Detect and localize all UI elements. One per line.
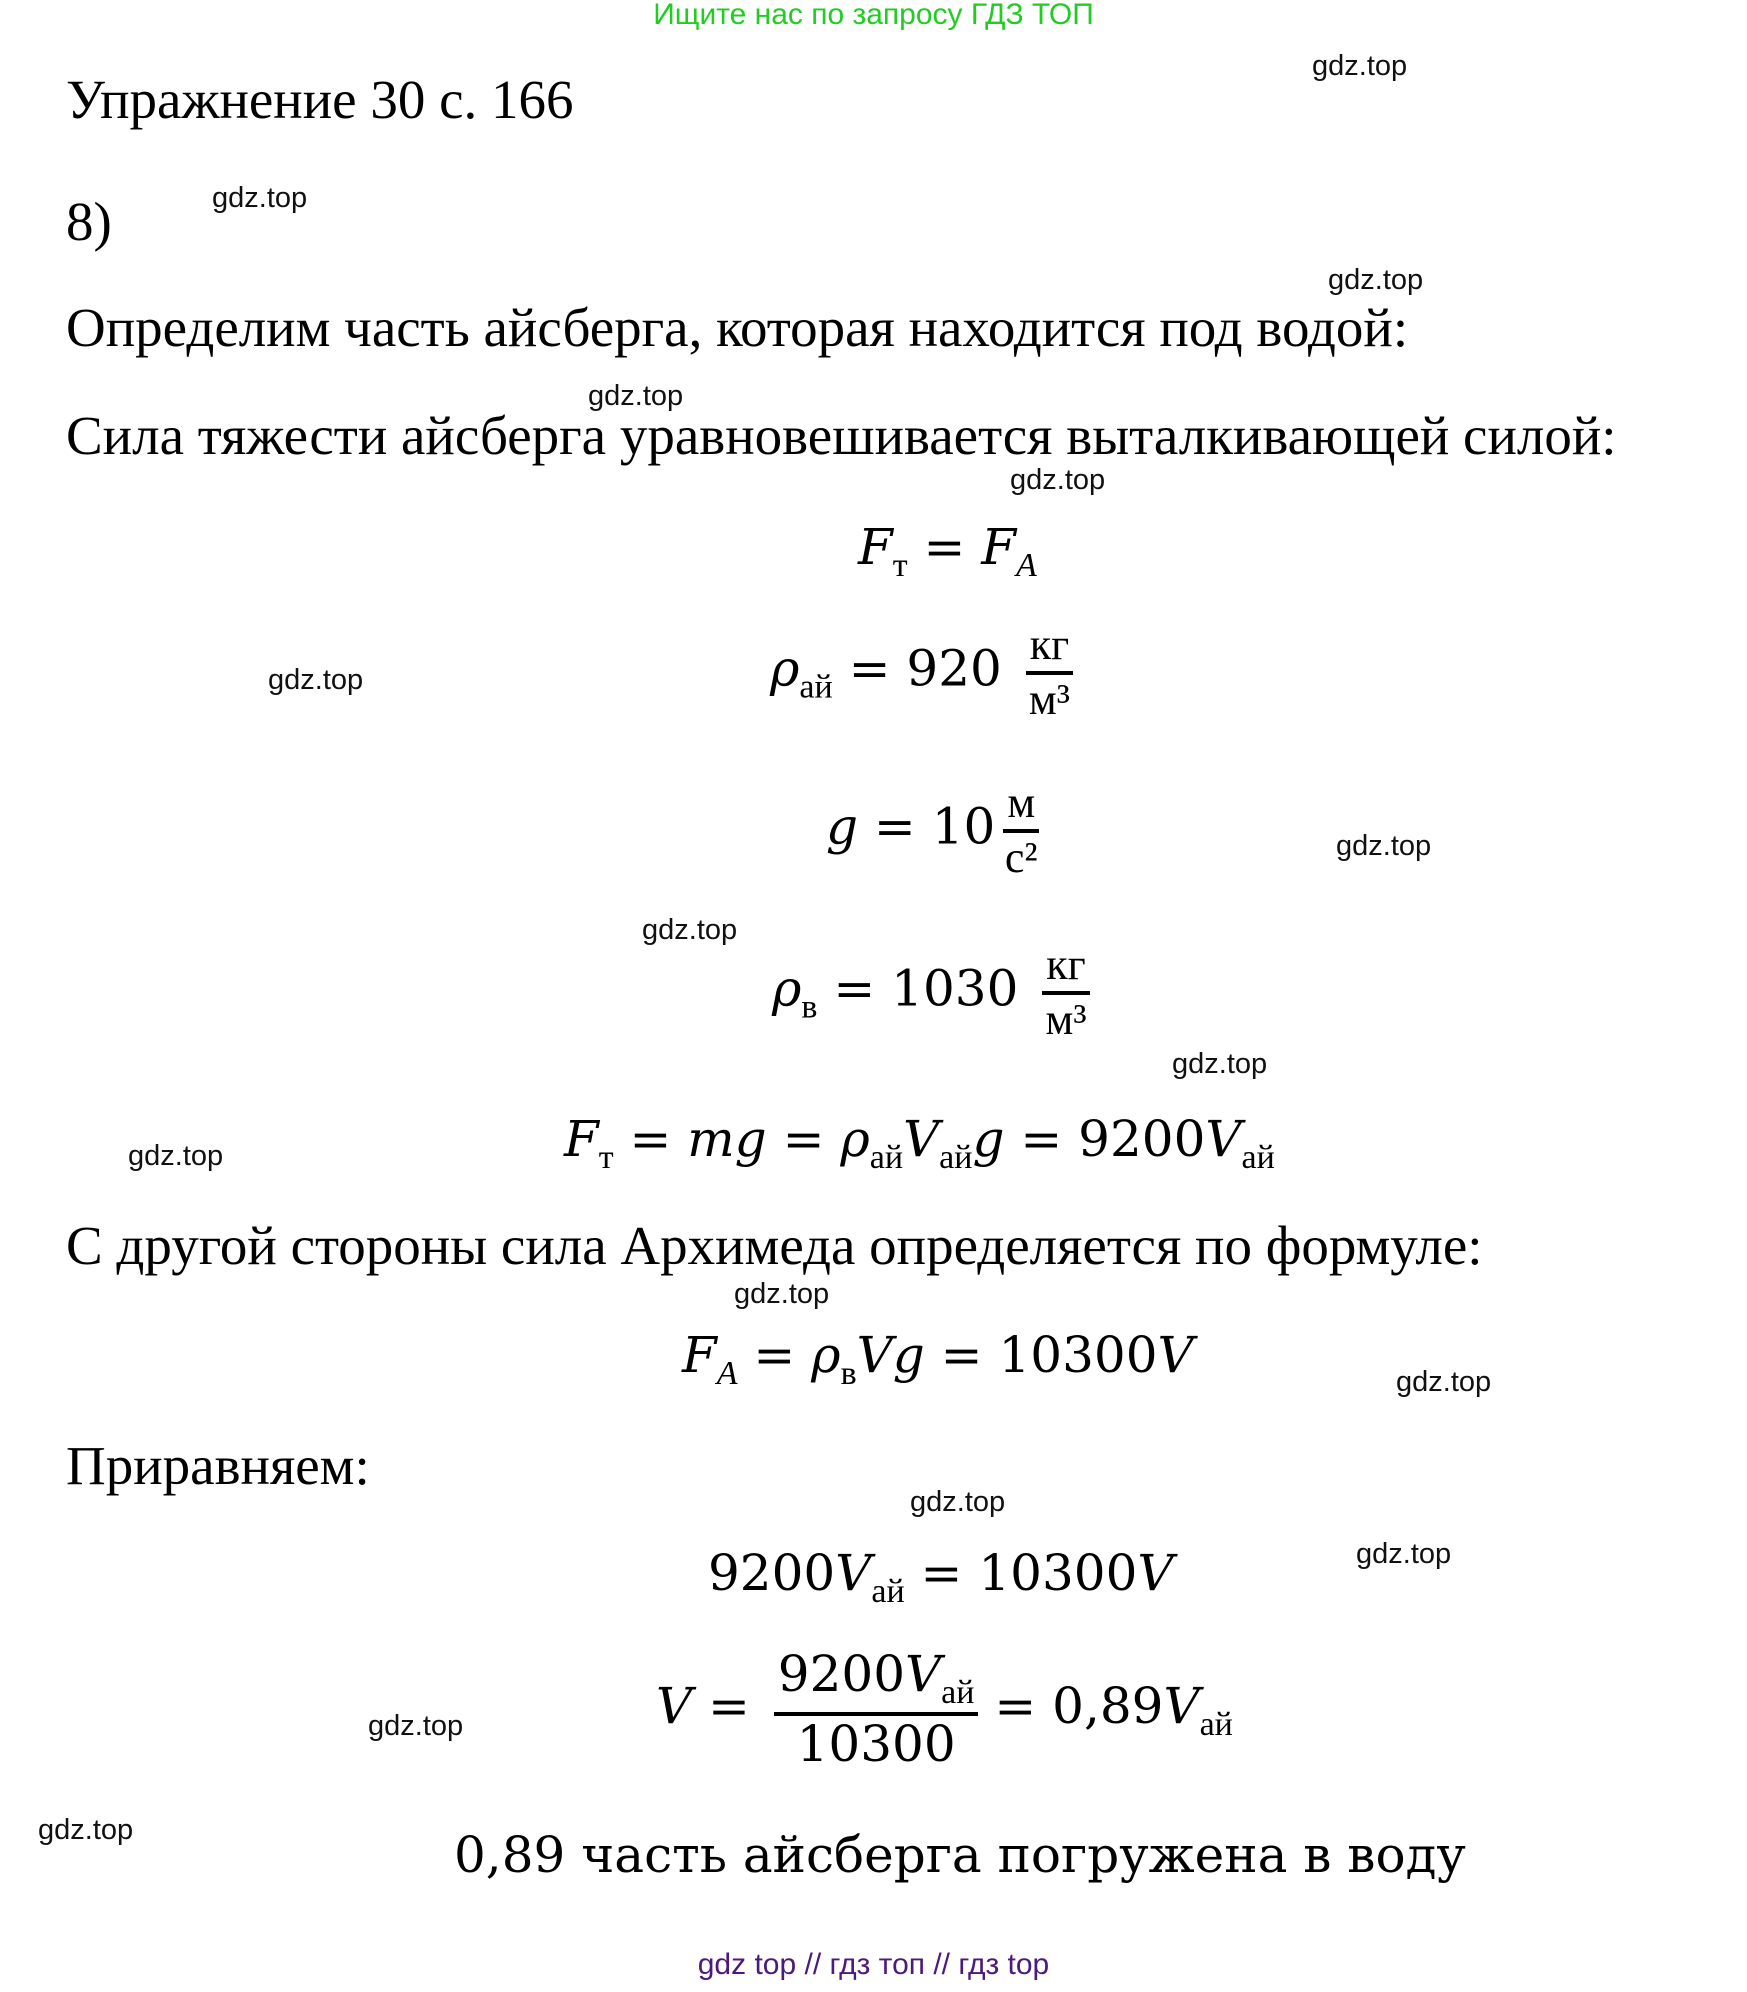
watermark: gdz.top	[1328, 264, 1424, 296]
watermark: gdz.top	[1336, 830, 1432, 862]
exercise-title: Упражнение 30 с. 166	[66, 69, 574, 130]
watermark: gdz.top	[212, 182, 308, 214]
paragraph-3: С другой стороны сила Архимеда определяется по формуле:	[66, 1215, 1483, 1276]
watermark: gdz.top	[368, 1710, 464, 1742]
footer-links[interactable]: gdz top // гдз топ // гдз top	[697, 1948, 1050, 1981]
paragraph-4: Приравняем:	[66, 1435, 370, 1496]
watermark: gdz.top	[128, 1140, 224, 1172]
item-number: 8)	[66, 191, 112, 252]
formula-gravity: $F_т$ = mg = $\rho_{ай}V_{ай}g = 9200V_{ай}$	[564, 1110, 1275, 1176]
formula-solve: V = $\frac{9200V_{ай}}{10300}$ = $0,89V_{ай}$	[656, 1645, 1233, 1774]
conclusion: 0,89 часть айсберга погружена в воду	[454, 1826, 1466, 1884]
search-banner[interactable]: Ищите нас по запросу ГДЗ ТОП	[653, 0, 1094, 31]
watermark: gdz.top	[1356, 1538, 1452, 1570]
watermark: gdz.top	[910, 1486, 1006, 1518]
formula-g: g = 10 $\frac{м}{\text{с²}}$	[826, 778, 1038, 882]
watermark: gdz.top	[38, 1814, 134, 1846]
watermark: gdz.top	[734, 1278, 830, 1310]
paragraph-2: Сила тяжести айсберга уравновешивается выталкивающей силой:	[66, 405, 1617, 466]
formula-balance: $F_т = F_A$	[858, 518, 1037, 584]
watermark: gdz.top	[642, 914, 738, 946]
watermark: gdz.top	[1396, 1366, 1492, 1398]
formula-rho-ice: $\rho_{ай} = 920$ $\frac{кг}{\text{м³}}$	[770, 620, 1073, 725]
watermark: gdz.top	[588, 380, 684, 412]
watermark: gdz.top	[268, 664, 364, 696]
formula-archimedes: $F_A = \rho_вVg = 10300V$	[682, 1326, 1194, 1392]
formula-equate: $9200V_{ай} = 10300V$	[708, 1544, 1174, 1610]
watermark: gdz.top	[1172, 1048, 1268, 1080]
formula-rho-water: $\rho_в = 1030$ $\frac{кг}{\text{м³}}$	[772, 940, 1090, 1045]
paragraph-1: Определим часть айсберга, которая находится под водой:	[66, 297, 1409, 358]
watermark: gdz.top	[1010, 464, 1106, 496]
watermark: gdz.top	[1312, 50, 1408, 82]
